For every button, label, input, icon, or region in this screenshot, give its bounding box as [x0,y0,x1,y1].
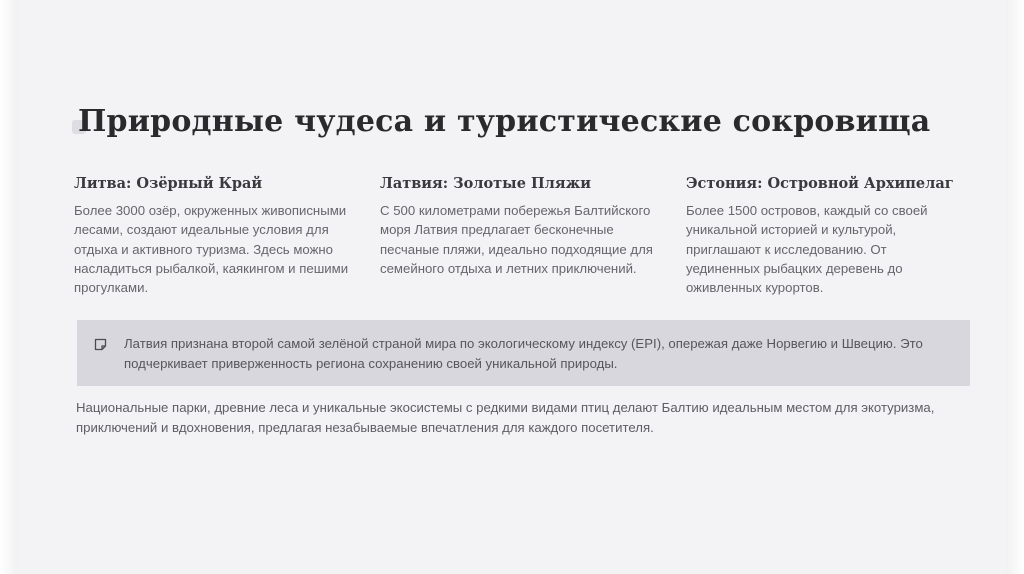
column-estonia [686,174,961,297]
column-heading: Латвия: Золотые Пляжи [380,175,591,192]
column-heading: Литва: Озёрный Край [74,175,263,192]
column-text: Более 1500 островов, каждый со своей уникальной историей и культурой, приглашают к исследованию. От уединенных рыбацких деревень до оживленных курортов. [686,203,928,296]
column-text: Более 3000 озёр, окруженных живописными лесами, создают идеальные условия для отдыха и активного туризма. Здесь можно насладиться рыбалкой, каякингом и пешими прогулками. [74,203,349,296]
column-lithuania [74,174,349,297]
column-heading: Эстония: Островной Архипелаг [686,175,954,192]
slide-title: Природные чудеса и туристические сокровища [78,104,931,139]
column-text: С 500 километрами побережья Балтийского моря Латвия предлагает бесконечные песчаные пляжи, идеально подходящие для семейного отдыха и летних приключений. [380,203,653,276]
summary-paragraph: Национальные парки, древние леса и уникальные экосистемы с редкими видами птиц делают Балтию идеальным местом для экотуризма, приключений и вдохновения, предлагая незабываемые впечатления для каждого посетителя. [76,400,935,435]
callout-text: Латвия признана второй самой зелёной страной мира по экологическому индексу (EPI), опережая даже Норвегию и Швецию. Это подчеркивает приверженность региона сохранению своей уникальной природы. [124,336,923,371]
column-latvia [380,174,655,278]
frame-edge-right [1006,0,1024,574]
frame-edge-left [0,0,18,574]
info-callout [77,320,970,386]
note-icon [94,338,107,351]
